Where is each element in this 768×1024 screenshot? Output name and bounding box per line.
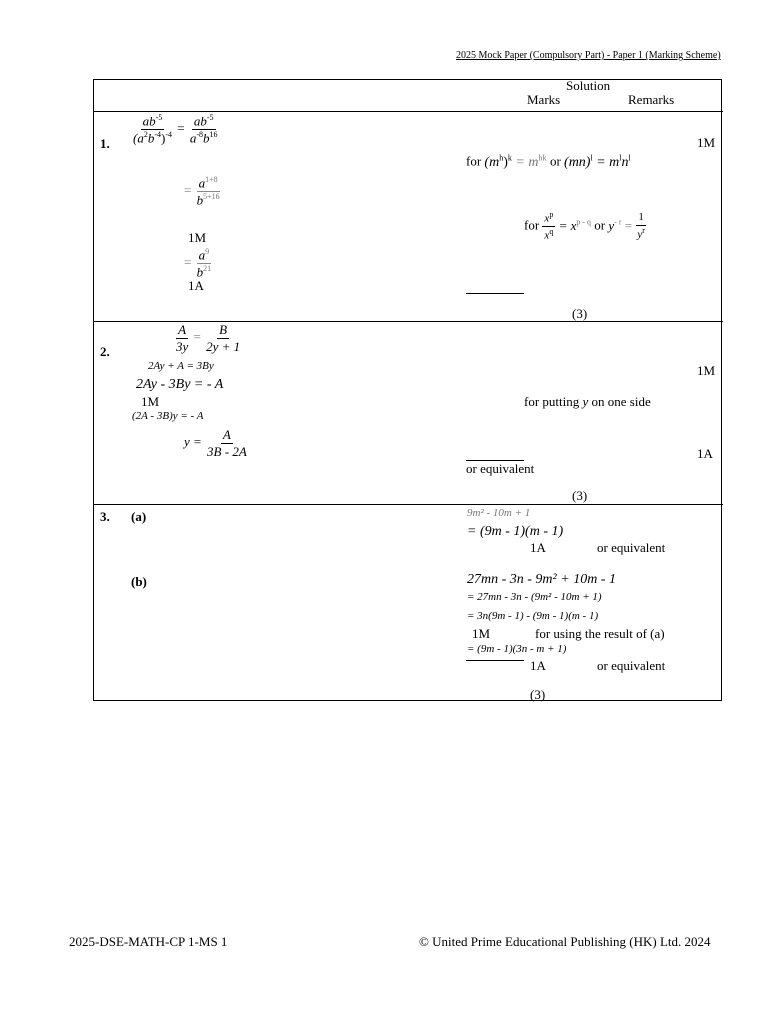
q2-line5: y = $\frac{A}{3B - 2A}$ xyxy=(184,427,247,459)
q2-total: (3) xyxy=(572,488,588,503)
q1-mark-2: 1M xyxy=(188,230,207,245)
q2-line2: 2Ay + A = 3By xyxy=(148,360,214,372)
q2-mark-2: 1M xyxy=(141,394,160,409)
column-header-remarks: Remarks xyxy=(628,92,675,107)
footer-paper-code: 2025-DSE-MATH-CP 1-MS 1 xyxy=(69,934,228,949)
q3-part-b-label: (b) xyxy=(131,574,147,589)
q1-step1-lhs-fraction: $\frac{ab^{-5}}{(a^2b^{-4})^{-4}}$ xyxy=(133,113,173,146)
question-number-2: 2. xyxy=(100,344,110,359)
q3b-remark-2: or equivalent xyxy=(597,658,666,673)
q3b-line2: = 27mn - 3n - (9m² - 10m + 1) xyxy=(467,591,602,603)
q2-remark-1: for putting y on one side xyxy=(524,394,651,409)
q1-remark2-reciprocal: $\frac{1}{y^r}$ xyxy=(637,211,645,241)
q1-step1-rhs-fraction: $\frac{ab^{-5}}{a^{-8}b^{16}}$ xyxy=(189,113,218,146)
q1-marks-rule xyxy=(466,293,524,294)
q3a-mark: 1A xyxy=(530,540,546,555)
q1-mark-3: 1A xyxy=(188,278,204,293)
row-divider-2 xyxy=(93,504,723,505)
q3-part-a-label: (a) xyxy=(131,509,147,524)
q2-line3: 2Ay - 3By = - A xyxy=(136,377,224,392)
q3b-mark-2: 1A xyxy=(530,658,546,673)
q2-mark-3: 1A xyxy=(697,446,713,461)
q1-step3-expression: = $\frac{a^9}{b^{21}}$ xyxy=(184,247,212,280)
q1-total: (3) xyxy=(572,306,588,321)
q3a-remark: or equivalent xyxy=(597,540,666,555)
q2-remark-2: or equivalent xyxy=(466,461,535,476)
q2-line4: (2A - 3B)y = - A xyxy=(132,410,204,422)
q1-remark2-fraction: $\frac{x^p}{x^q}$ xyxy=(544,210,554,242)
q1-mark-1: 1M xyxy=(697,135,716,150)
q3b-line3: = 3n(9m - 1) - (9m - 1)(m - 1) xyxy=(467,610,599,622)
q3a-line1: 9m² - 10m + 1 xyxy=(467,507,531,519)
column-header-marks: Marks xyxy=(527,92,561,107)
table-header-divider xyxy=(93,111,723,112)
column-header-solution: Solution xyxy=(566,78,611,93)
q3b-line1: 27mn - 3n - 9m² + 10m - 1 xyxy=(467,572,616,587)
q3a-line2: = (9m - 1)(m - 1) xyxy=(467,524,564,539)
footer-copyright: © United Prime Educational Publishing (HK) Ltd. 2024 xyxy=(419,934,711,949)
q2-line1: $\frac{A}{3y}$ = $\frac{B}{2y + 1}$ xyxy=(176,322,241,354)
question-number-3: 3. xyxy=(100,509,110,524)
q3-total: (3) xyxy=(530,687,546,702)
q2-line5-fraction: $\frac{A}{3B - 2A}$ xyxy=(207,427,247,459)
q2-mark-1: 1M xyxy=(697,363,716,378)
q3b-mark-1: 1M xyxy=(472,626,491,641)
q1-remark-1: for $(m^h)^k = m^{hk}$ or $(mn)^l = m^ln^l$ xyxy=(466,153,631,170)
q3b-line4: = (9m - 1)(3n - m + 1) xyxy=(467,643,567,655)
q3-marks-rule xyxy=(466,660,524,661)
page-header-title: 2025 Mock Paper (Compulsory Part) - Paper 1 (Marking Scheme) xyxy=(456,50,721,61)
q1-remark-2: for $\frac{x^p}{x^q}$ = $x^{p - q}$ or $y^{- r}$ = $\frac{1}{y^r}$ xyxy=(524,210,645,242)
q1-step2-fraction: $\frac{a^{1+8}}{b^{5+16}}$ xyxy=(196,175,220,208)
question-number-1: 1. xyxy=(100,136,110,151)
q2-line1-rhs: $\frac{B}{2y + 1}$ xyxy=(206,322,241,354)
row-divider-1 xyxy=(93,321,723,322)
q2-line1-lhs: $\frac{A}{3y}$ xyxy=(176,322,189,354)
q3b-remark-1: for using the result of (a) xyxy=(535,626,665,641)
q1-step2-expression: = $\frac{a^{1+8}}{b^{5+16}}$ xyxy=(184,175,220,208)
q1-step1-expression: $\frac{ab^{-5}}{(a^2b^{-4})^{-4}}$ = $\frac{ab^{-5}}{a^{-8}b^{16}}$ xyxy=(133,113,218,146)
q1-step3-fraction: $\frac{a^9}{b^{21}}$ xyxy=(196,247,212,280)
